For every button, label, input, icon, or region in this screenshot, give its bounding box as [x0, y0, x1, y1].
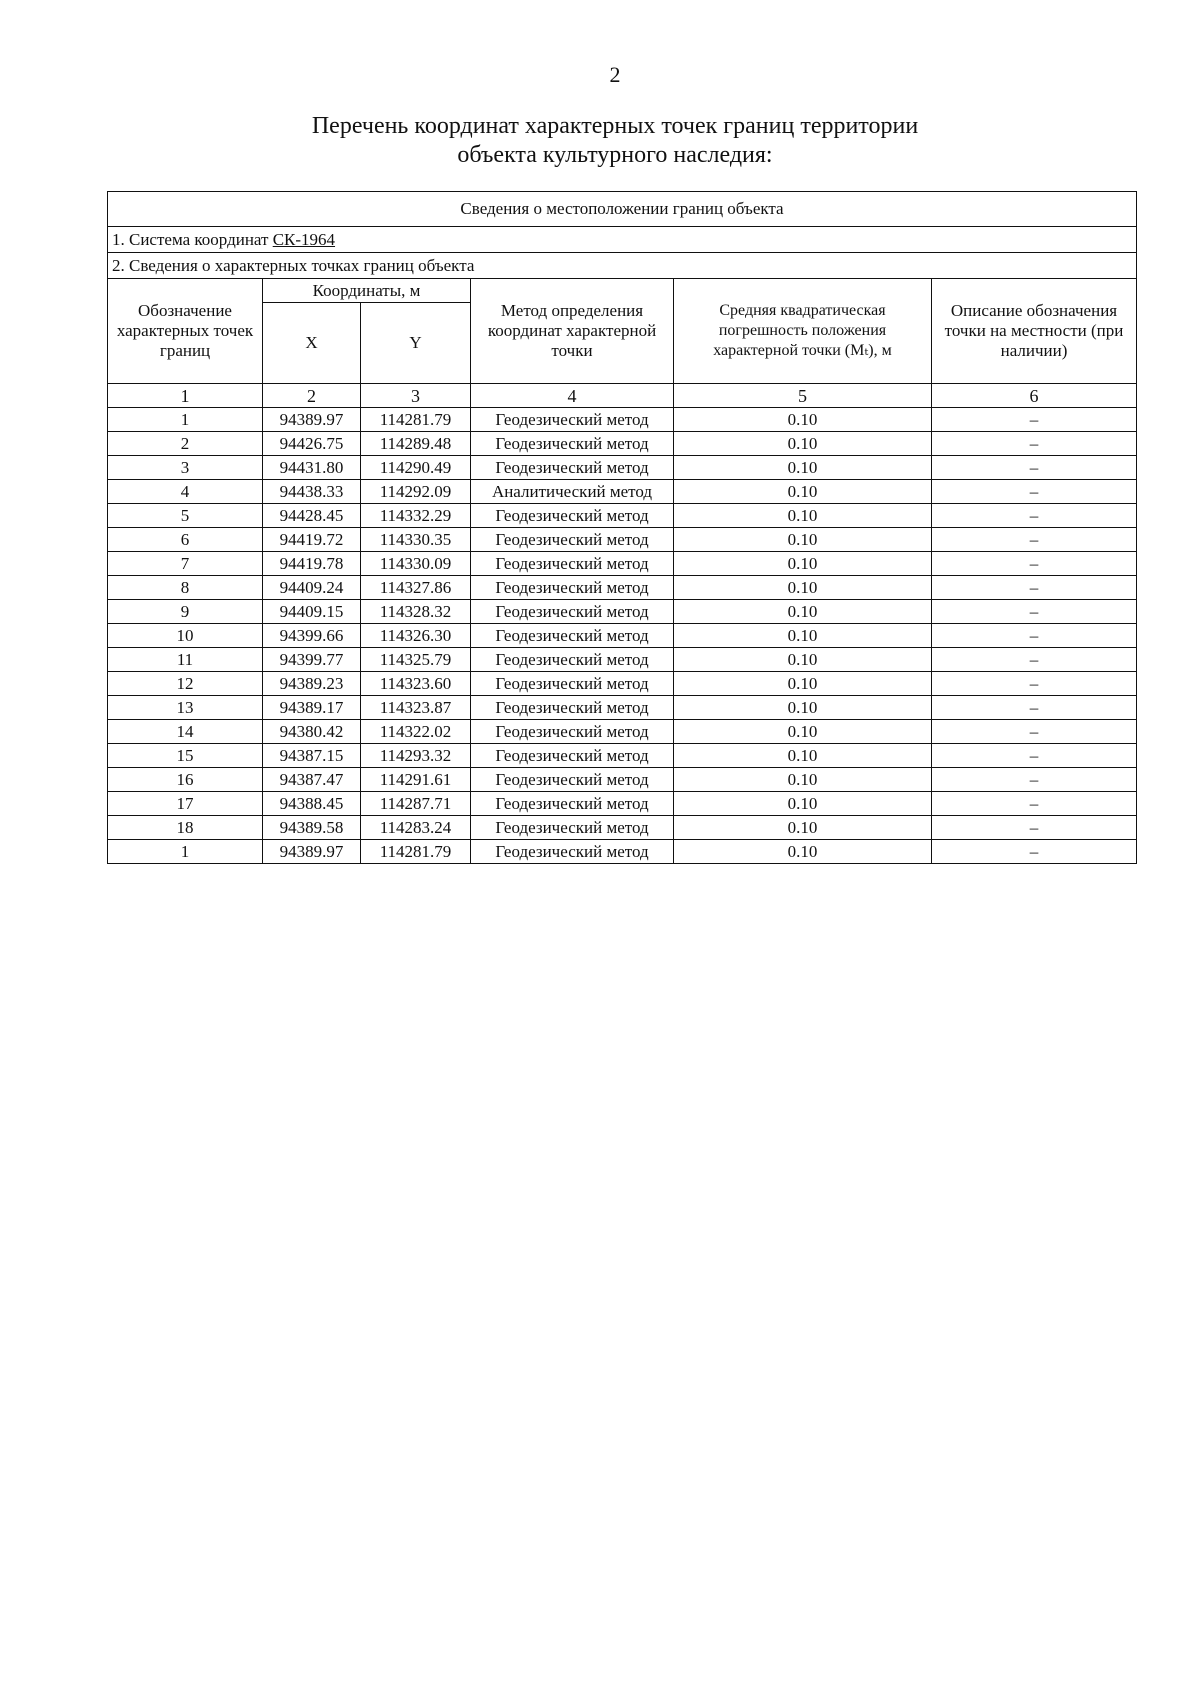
- x-coordinate-cell: 94419.72: [263, 528, 361, 552]
- point-cell: 9: [108, 600, 263, 624]
- title-line-2: объекта культурного наследия:: [457, 142, 773, 168]
- table-banner: Сведения о местоположении границ объекта: [108, 192, 1137, 227]
- column-number: 3: [361, 384, 471, 408]
- y-coordinate-cell: 114293.32: [361, 744, 471, 768]
- y-coordinate-cell: 114328.32: [361, 600, 471, 624]
- error-cell: 0.10: [674, 552, 932, 576]
- coordinate-system-name: СК-1964: [272, 229, 336, 249]
- description-cell: –: [932, 672, 1137, 696]
- table-row: [108, 576, 1137, 600]
- y-coordinate-cell: 114332.29: [361, 504, 471, 528]
- description-cell: –: [932, 504, 1137, 528]
- point-cell: 17: [108, 792, 263, 816]
- method-cell: Аналитический метод: [471, 480, 674, 504]
- y-coordinate-cell: 114330.35: [361, 528, 471, 552]
- error-cell: 0.10: [674, 792, 932, 816]
- error-cell: 0.10: [674, 720, 932, 744]
- point-cell: 1: [108, 408, 263, 432]
- x-coordinate-cell: 94399.66: [263, 624, 361, 648]
- table-row: [108, 816, 1137, 840]
- title-line-1: Перечень координат характерных точек границ территории: [311, 113, 919, 139]
- error-cell: 0.10: [674, 744, 932, 768]
- column-number: 5: [674, 384, 932, 408]
- table-row: [108, 600, 1137, 624]
- header-y: Y: [361, 303, 471, 384]
- table-row: [108, 768, 1137, 792]
- method-cell: Геодезический метод: [471, 432, 674, 456]
- y-coordinate-cell: 114291.61: [361, 768, 471, 792]
- x-coordinate-cell: 94409.24: [263, 576, 361, 600]
- method-cell: Геодезический метод: [471, 768, 674, 792]
- table-row: [108, 720, 1137, 744]
- error-cell: 0.10: [674, 528, 932, 552]
- header-x: X: [263, 303, 361, 384]
- method-cell: Геодезический метод: [471, 600, 674, 624]
- y-coordinate-cell: 114283.24: [361, 816, 471, 840]
- point-cell: 1: [108, 840, 263, 864]
- x-coordinate-cell: 94428.45: [263, 504, 361, 528]
- point-cell: 12: [108, 672, 263, 696]
- y-coordinate-cell: 114322.02: [361, 720, 471, 744]
- column-number: 4: [471, 384, 674, 408]
- point-cell: 2: [108, 432, 263, 456]
- method-cell: Геодезический метод: [471, 720, 674, 744]
- column-numbers-row: [108, 384, 1137, 408]
- x-coordinate-cell: 94399.77: [263, 648, 361, 672]
- method-cell: Геодезический метод: [471, 840, 674, 864]
- y-coordinate-cell: 114323.87: [361, 696, 471, 720]
- error-cell: 0.10: [674, 624, 932, 648]
- description-cell: –: [932, 408, 1137, 432]
- x-coordinate-cell: 94389.97: [263, 840, 361, 864]
- coordinate-system-prefix: 1. Система координат: [112, 229, 273, 249]
- table-row: [108, 504, 1137, 528]
- error-cell: 0.10: [674, 600, 932, 624]
- method-cell: Геодезический метод: [471, 504, 674, 528]
- y-coordinate-cell: 114327.86: [361, 576, 471, 600]
- point-cell: 6: [108, 528, 263, 552]
- table-row: [108, 456, 1137, 480]
- description-cell: –: [932, 432, 1137, 456]
- coordinates-table: [107, 191, 1137, 864]
- coordinate-system-row: [108, 227, 1137, 253]
- error-cell: 0.10: [674, 432, 932, 456]
- y-coordinate-cell: 114292.09: [361, 480, 471, 504]
- y-coordinate-cell: 114289.48: [361, 432, 471, 456]
- header-method: Метод определения координат характерной точки: [471, 279, 674, 384]
- header-designation: Обозначение характерных точек границ: [108, 279, 263, 384]
- point-cell: 3: [108, 456, 263, 480]
- description-cell: –: [932, 648, 1137, 672]
- description-cell: –: [932, 744, 1137, 768]
- description-cell: –: [932, 480, 1137, 504]
- error-cell: 0.10: [674, 768, 932, 792]
- point-cell: 18: [108, 816, 263, 840]
- point-cell: 15: [108, 744, 263, 768]
- description-cell: –: [932, 768, 1137, 792]
- document-title: [0, 112, 1200, 170]
- x-coordinate-cell: 94389.97: [263, 408, 361, 432]
- error-cell: 0.10: [674, 672, 932, 696]
- method-cell: Геодезический метод: [471, 696, 674, 720]
- x-coordinate-cell: 94388.45: [263, 792, 361, 816]
- description-cell: –: [932, 600, 1137, 624]
- points-section-row: 2. Сведения о характерных точках границ объекта: [108, 253, 1137, 279]
- point-cell: 16: [108, 768, 263, 792]
- description-cell: –: [932, 528, 1137, 552]
- method-cell: Геодезический метод: [471, 624, 674, 648]
- error-cell: 0.10: [674, 456, 932, 480]
- method-cell: Геодезический метод: [471, 744, 674, 768]
- error-cell: 0.10: [674, 840, 932, 864]
- description-cell: –: [932, 792, 1137, 816]
- x-coordinate-cell: 94389.23: [263, 672, 361, 696]
- error-cell: 0.10: [674, 696, 932, 720]
- x-coordinate-cell: 94389.58: [263, 816, 361, 840]
- point-cell: 8: [108, 576, 263, 600]
- y-coordinate-cell: 114290.49: [361, 456, 471, 480]
- point-cell: 7: [108, 552, 263, 576]
- error-cell: 0.10: [674, 480, 932, 504]
- y-coordinate-cell: 114281.79: [361, 840, 471, 864]
- table-row: [108, 744, 1137, 768]
- description-cell: –: [932, 840, 1137, 864]
- table-row: [108, 792, 1137, 816]
- header-error: Средняя квадратическая погрешность положения характерной точки (Mₜ), м: [674, 279, 932, 384]
- x-coordinate-cell: 94409.15: [263, 600, 361, 624]
- page-number: 2: [609, 62, 621, 87]
- method-cell: Геодезический метод: [471, 456, 674, 480]
- description-cell: –: [932, 816, 1137, 840]
- point-cell: 11: [108, 648, 263, 672]
- table-row: [108, 408, 1137, 432]
- table-row: [108, 480, 1137, 504]
- y-coordinate-cell: 114326.30: [361, 624, 471, 648]
- table-row: [108, 552, 1137, 576]
- error-cell: 0.10: [674, 408, 932, 432]
- x-coordinate-cell: 94387.15: [263, 744, 361, 768]
- point-cell: 4: [108, 480, 263, 504]
- x-coordinate-cell: 94431.80: [263, 456, 361, 480]
- error-cell: 0.10: [674, 576, 932, 600]
- table-row: [108, 432, 1137, 456]
- point-cell: 13: [108, 696, 263, 720]
- method-cell: Геодезический метод: [471, 816, 674, 840]
- table-row: [108, 528, 1137, 552]
- x-coordinate-cell: 94389.17: [263, 696, 361, 720]
- point-cell: 10: [108, 624, 263, 648]
- description-cell: –: [932, 456, 1137, 480]
- method-cell: Геодезический метод: [471, 408, 674, 432]
- description-cell: –: [932, 576, 1137, 600]
- column-number: 2: [263, 384, 361, 408]
- method-cell: Геодезический метод: [471, 528, 674, 552]
- description-cell: –: [932, 552, 1137, 576]
- x-coordinate-cell: 94387.47: [263, 768, 361, 792]
- description-cell: –: [932, 720, 1137, 744]
- y-coordinate-cell: 114330.09: [361, 552, 471, 576]
- error-cell: 0.10: [674, 816, 932, 840]
- point-cell: 5: [108, 504, 263, 528]
- column-number: 1: [108, 384, 263, 408]
- y-coordinate-cell: 114281.79: [361, 408, 471, 432]
- error-cell: 0.10: [674, 648, 932, 672]
- table-row: [108, 840, 1137, 864]
- method-cell: Геодезический метод: [471, 576, 674, 600]
- header-coordinates: Координаты, м: [263, 279, 471, 303]
- method-cell: Геодезический метод: [471, 792, 674, 816]
- method-cell: Геодезический метод: [471, 552, 674, 576]
- x-coordinate-cell: 94438.33: [263, 480, 361, 504]
- method-cell: Геодезический метод: [471, 648, 674, 672]
- y-coordinate-cell: 114323.60: [361, 672, 471, 696]
- description-cell: –: [932, 624, 1137, 648]
- column-number: 6: [932, 384, 1137, 408]
- x-coordinate-cell: 94380.42: [263, 720, 361, 744]
- y-coordinate-cell: 114287.71: [361, 792, 471, 816]
- table-row: [108, 696, 1137, 720]
- description-cell: –: [932, 696, 1137, 720]
- point-cell: 14: [108, 720, 263, 744]
- table-row: [108, 648, 1137, 672]
- y-coordinate-cell: 114325.79: [361, 648, 471, 672]
- x-coordinate-cell: 94419.78: [263, 552, 361, 576]
- method-cell: Геодезический метод: [471, 672, 674, 696]
- header-description: Описание обозначения точки на местности (при наличии): [932, 279, 1137, 384]
- error-cell: 0.10: [674, 504, 932, 528]
- table-row: [108, 672, 1137, 696]
- x-coordinate-cell: 94426.75: [263, 432, 361, 456]
- table-row: [108, 624, 1137, 648]
